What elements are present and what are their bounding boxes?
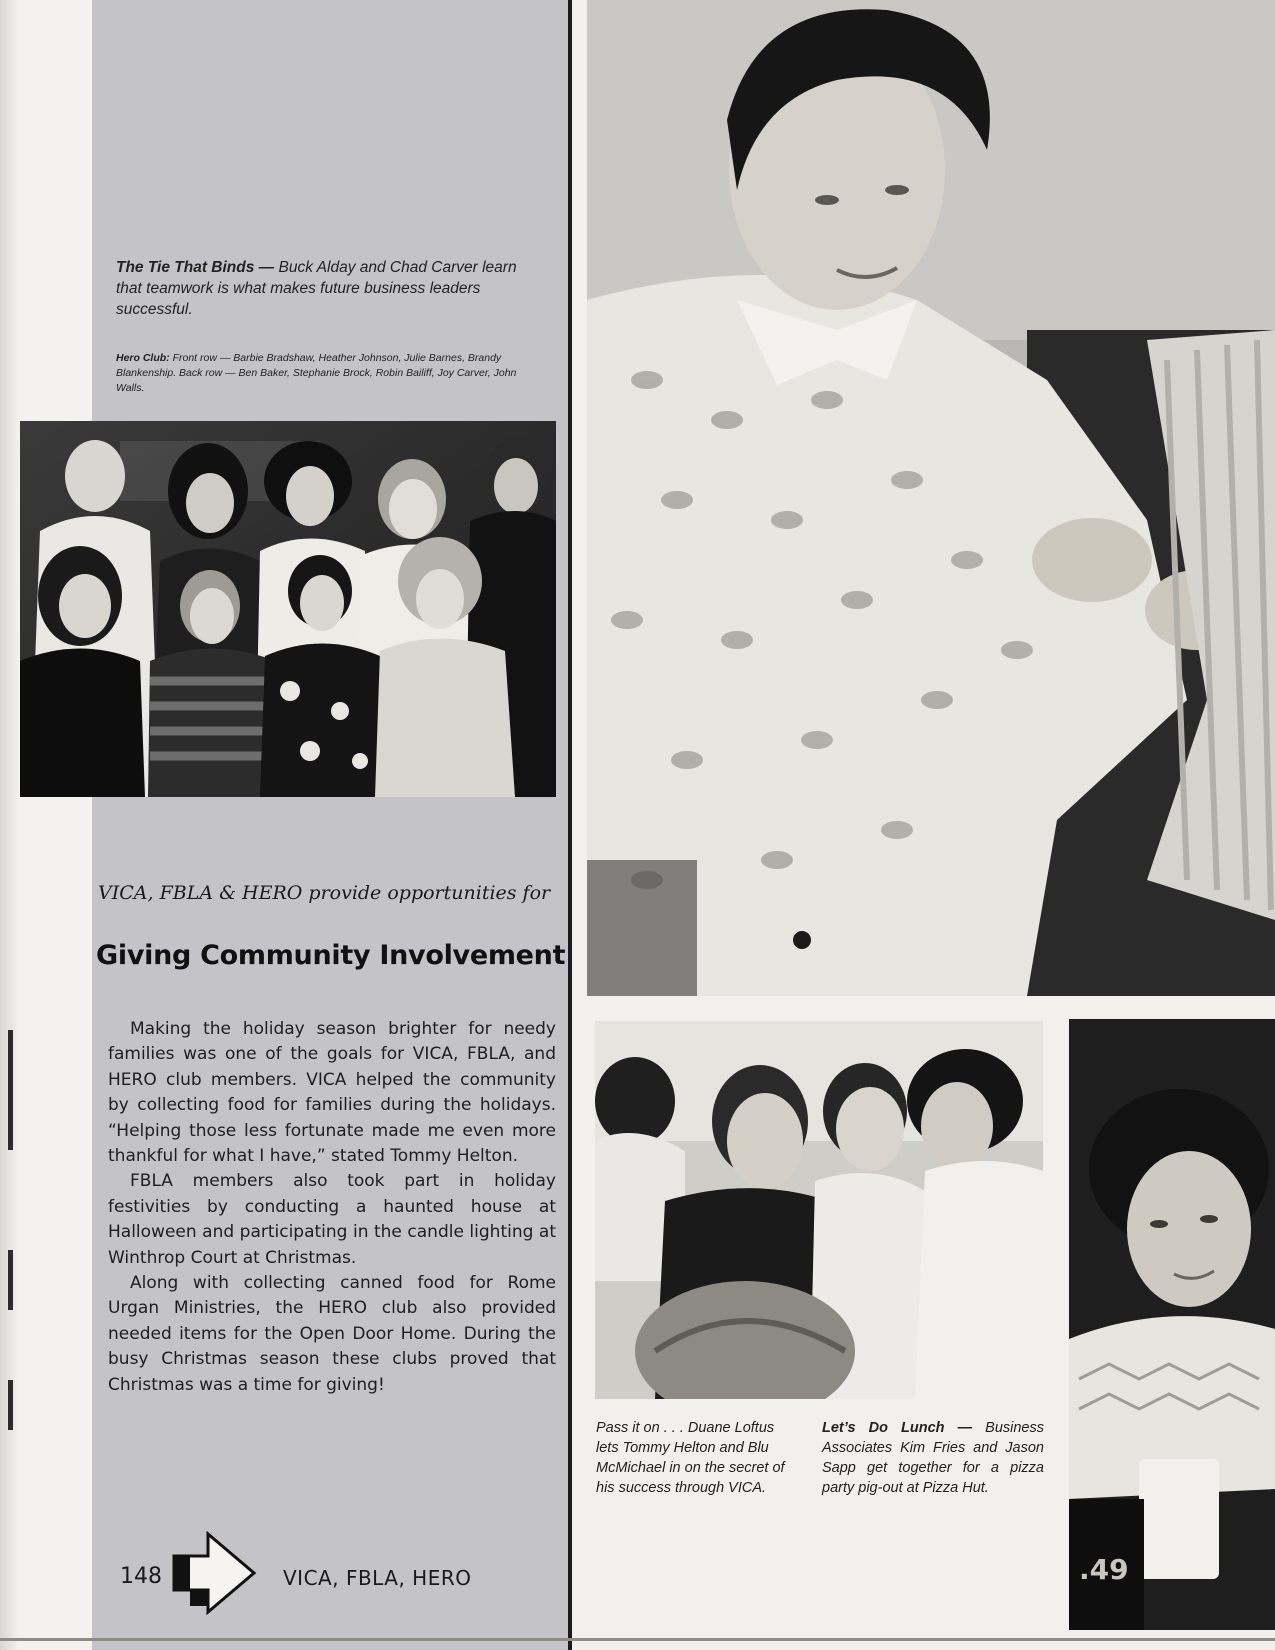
article-paragraph: Making the holiday season brighter for needy families was one of the goals for VICA, FBLA, and HERO club members. VICA helped the community by collecting food for families during the holidays. “Helping those less fortunate made me even more thankful for what I have,” stated Tommy Helton. <box>108 1019 556 1167</box>
gray-column <box>92 0 568 1650</box>
lets-do-lunch-photo <box>1069 1019 1275 1630</box>
tie-caption <box>116 257 538 320</box>
article-kicker: VICA, FBLA & HERO provide opportunities for <box>98 882 551 904</box>
pass-it-on-caption: Pass it on . . . Duane Loftus lets Tommy Helton and Blu McMichael in on the secret of his success through VICA. <box>596 1420 785 1496</box>
lets-do-lunch-caption-text: Business Associates Kim Fries and Jason Sapp get together for a pizza party pig-out at Pizza Hut. <box>822 1420 1044 1496</box>
pass-it-on-photo <box>595 1021 1043 1399</box>
hero-caption-title: Hero Club: <box>116 352 170 364</box>
article-paragraph: Along with collecting canned food for Rome Urgan Ministries, the HERO club also provided needed items for the Open Door Home. During the busy Christmas season these clubs proved that Christmas was a time for giving! <box>108 1273 556 1395</box>
tie-photo <box>587 0 1275 996</box>
hero-club-photo <box>20 421 556 797</box>
tie-caption-text: Buck Alday and Chad Carver learn that teamwork is what makes future business leaders successful. <box>116 259 517 318</box>
article-headline: Giving Community Involvement <box>96 940 566 971</box>
lets-do-lunch-caption <box>822 1418 1044 1498</box>
page-binding <box>0 0 22 1650</box>
tie-caption-title: The Tie That Binds — <box>116 259 275 276</box>
lets-do-lunch-caption-title: Let’s Do Lunch — <box>822 1420 973 1436</box>
page-number: 148 <box>120 1564 162 1589</box>
svg-text:.49: .49 <box>1079 1553 1129 1586</box>
article-body <box>108 1017 556 1398</box>
hero-caption-text: Front row — Barbie Bradshaw, Heather Johnson, Julie Barnes, Brandy Blankenship. Back row — Ben Baker, Stephanie Brock, Robin Bailiff, Joy Carver, John Walls. <box>116 352 517 394</box>
section-label: VICA, FBLA, HERO <box>283 1566 472 1590</box>
bottom-rule <box>0 1638 1275 1641</box>
article-paragraph: FBLA members also took part in holiday festivities by conducting a haunted house at Halloween and participating in the candle lighting at Winthrop Court at Christmas. <box>108 1171 556 1268</box>
hero-caption <box>116 351 540 396</box>
arrow-right-icon <box>168 1530 258 1616</box>
